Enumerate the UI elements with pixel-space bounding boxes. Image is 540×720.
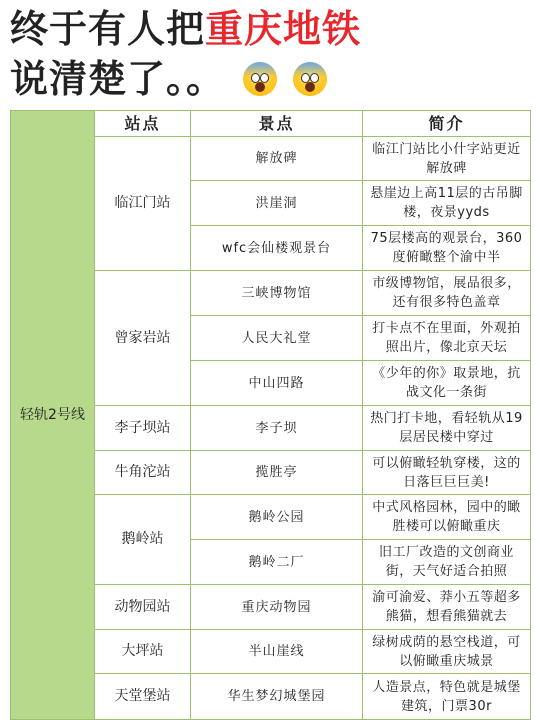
spot-cell: wfc会仙楼观景台: [191, 226, 363, 271]
spot-cell: 鹅岭公园: [191, 495, 363, 540]
spot-cell: 人民大礼堂: [191, 316, 363, 361]
spot-cell: 揽胜亭: [191, 451, 363, 495]
page-title-line-1: [10, 6, 361, 52]
spot-cell: 半山崖线: [191, 630, 363, 674]
spot-cell: 重庆动物园: [191, 585, 363, 630]
intro-cell: 渝可渝爱、莽小五等超多熊猫，想看熊猫就去: [363, 585, 531, 630]
header-spot: 景点: [191, 111, 363, 137]
title-highlight: 重庆地铁: [205, 7, 362, 51]
station-cell: 大坪站: [95, 630, 191, 674]
intro-cell: 打卡点不在里面，外观拍照出片，像北京天坛: [363, 316, 531, 361]
spot-cell: 鹅岭二厂: [191, 540, 363, 585]
scream-face-icon: [243, 62, 277, 96]
spot-cell: 中山四路: [191, 361, 363, 406]
scream-face-icon: [293, 62, 327, 96]
spot-cell: 洪崖洞: [191, 181, 363, 226]
intro-cell: 热门打卡地，看轻轨从19层居民楼中穿过: [363, 406, 531, 451]
intro-cell: 悬崖边上高11层的古吊脚楼，夜景yyds: [363, 181, 531, 226]
spot-cell: 李子坝: [191, 406, 363, 451]
station-cell: 鹅岭站: [95, 495, 191, 585]
spot-cell: 华生梦幻城堡园: [191, 674, 363, 720]
spot-cell: 解放碑: [191, 137, 363, 181]
intro-cell: 绿树成荫的悬空栈道，可以俯瞰重庆城景: [363, 630, 531, 674]
intro-cell: 旧工厂改造的文创商业街，天气好适合拍照: [363, 540, 531, 585]
intro-cell: 75层楼高的观景台，360度俯瞰整个渝中半: [363, 226, 531, 271]
station-cell: 曾家岩站: [95, 271, 191, 406]
table-header-row: [11, 111, 531, 137]
station-cell: 李子坝站: [95, 406, 191, 451]
header-station: 站点: [95, 111, 191, 137]
metro-attractions-table: [10, 110, 531, 720]
intro-cell: 市级博物馆，展品很多，还有很多特色盖章: [363, 271, 531, 316]
intro-cell: 临江门站比小什字站更近解放碑: [363, 137, 531, 181]
intro-cell: 人造景点，特色就是城堡建筑，门票30r: [363, 674, 531, 720]
page-title-line-2: [10, 56, 327, 102]
intro-cell: 《少年的你》取景地，抗战文化一条街: [363, 361, 531, 406]
intro-cell: 中式风格园林，园中的瞰胜楼可以俯瞰重庆: [363, 495, 531, 540]
spot-cell: 三峡博物馆: [191, 271, 363, 316]
title-text: 终于有人把: [10, 7, 206, 51]
station-cell: 临江门站: [95, 137, 191, 271]
intro-cell: 可以俯瞰轻轨穿楼，这的日落巨巨巨美!: [363, 451, 531, 495]
station-cell: 动物园站: [95, 585, 191, 630]
station-cell: 牛角沱站: [95, 451, 191, 495]
title-text-2: 说清楚了。。: [10, 57, 226, 101]
line-name-cell: 轻轨2号线: [11, 111, 95, 720]
header-intro: 简介: [363, 111, 531, 137]
station-cell: 天堂堡站: [95, 674, 191, 720]
